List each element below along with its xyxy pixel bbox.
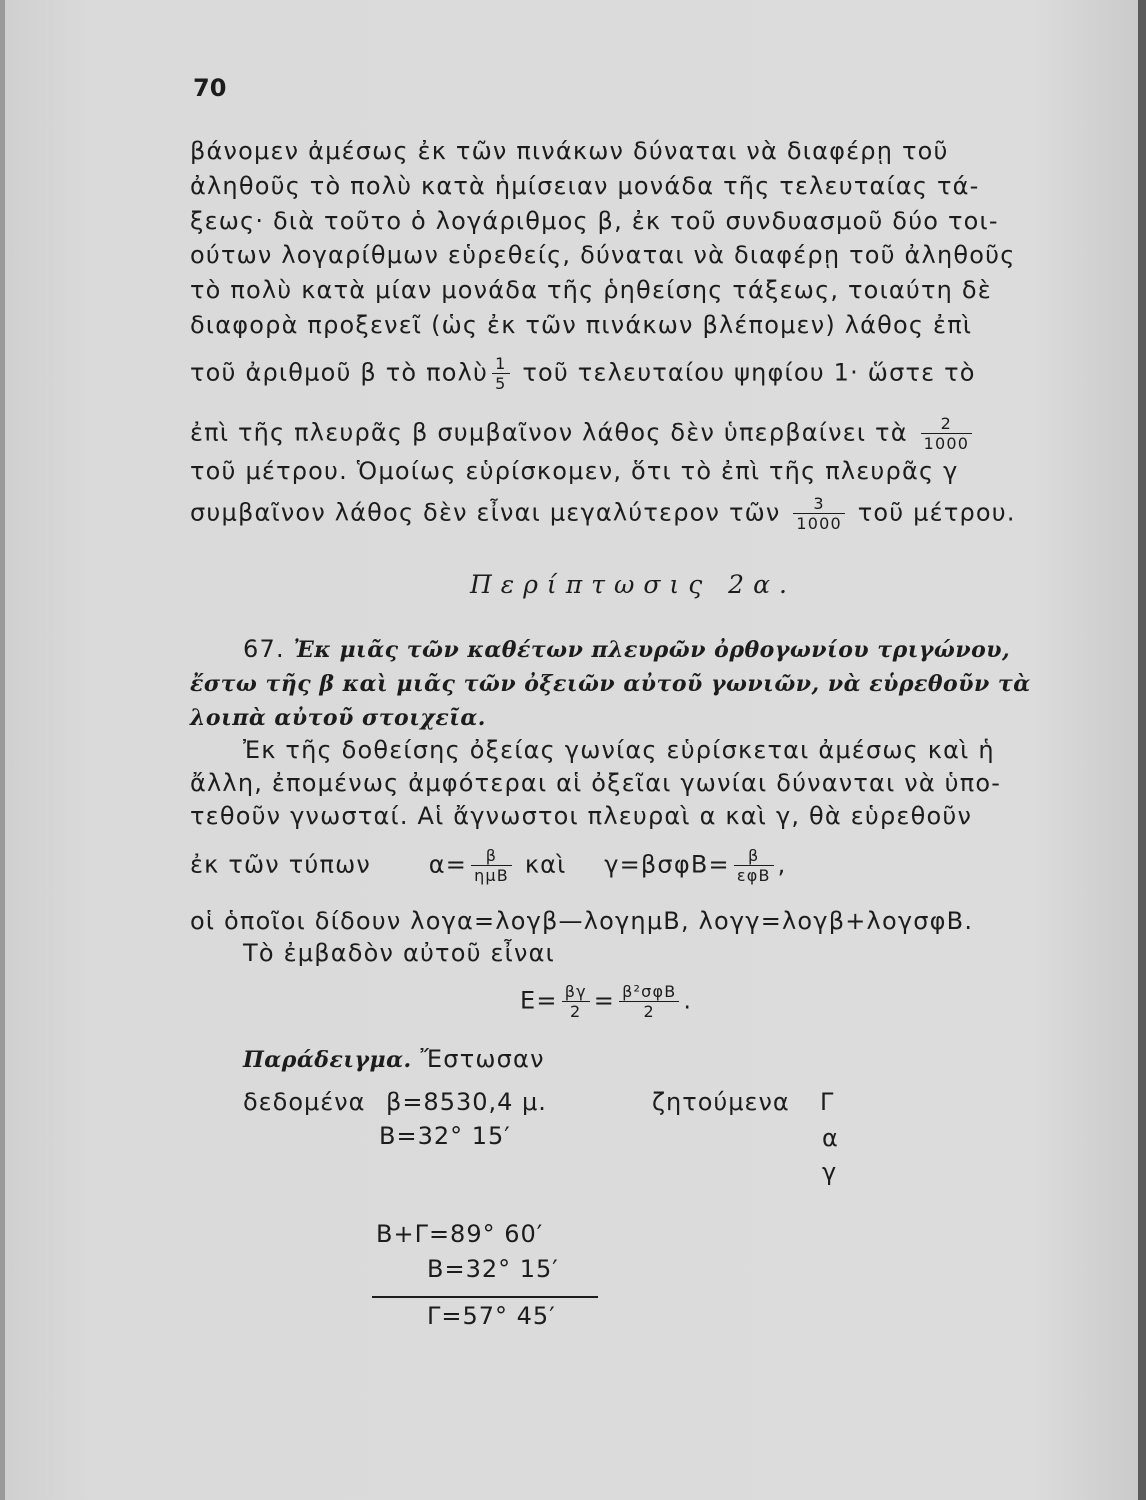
fraction [921, 414, 973, 453]
problem-statement-line [243, 634, 1010, 665]
formula-line [190, 846, 786, 885]
text-line-with-fraction [190, 414, 976, 453]
text-line: Τὸ ἐμβαδὸν αὐτοῦ εἶναι [243, 939, 555, 967]
formula-lhs: Ε= [520, 986, 558, 1015]
calc-result: Γ=57° 45′ [427, 1302, 556, 1330]
page-binding-shadow [0, 0, 5, 1500]
given-value-b: β=8530,4 μ. [386, 1088, 547, 1116]
text-line: Ἐκ τῆς δοθείσης ὀξείας γωνίας εὑρίσκεται ἀμέσως καὶ ἡ [243, 736, 995, 764]
fraction-denominator: 5 [492, 373, 509, 393]
example-intro: Ἔστωσαν [420, 1045, 545, 1073]
text-line: βάνομεν ἀμέσως ἐκ τῶν πινάκων δύναται νὰ διαφέρῃ τοῦ [190, 137, 949, 165]
fraction-numerator: 3 [813, 494, 825, 513]
fraction-numerator: β²σφΒ [622, 982, 677, 1001]
sought-item: γ [822, 1158, 838, 1186]
fraction [619, 982, 679, 1021]
text-segment: τοῦ ἀριθμοῦ β τὸ πολὺ [190, 358, 489, 387]
sum-rule-line [372, 1296, 598, 1298]
fraction-denominator: 2 [619, 1001, 679, 1021]
sought-item: Γ [820, 1088, 835, 1116]
example-label: Παράδειγμα. [243, 1047, 412, 1073]
fraction-numerator: βγ [564, 982, 587, 1001]
fraction-denominator: 1000 [793, 513, 845, 533]
formula-lhs: α= [428, 850, 468, 879]
problem-number: 67. [243, 635, 285, 663]
fraction-denominator: 1000 [921, 433, 973, 453]
fraction [734, 846, 774, 885]
text-line: ἀληθοῦς τὸ πολὺ κατὰ ἡμίσειαν μονάδα τῆς τελευταίας τά- [190, 172, 980, 200]
text-line: τεθοῦν γνωσταί. Αἱ ἄγνωστοι πλευραὶ α καὶ γ, θὰ εὑρεθοῦν [190, 802, 973, 830]
fraction-numerator: 1 [495, 354, 507, 373]
fraction [793, 494, 845, 533]
fraction-numerator: β [485, 846, 498, 865]
fraction-numerator: β [748, 846, 760, 865]
text-segment: τοῦ μέτρου. [857, 498, 1016, 527]
sought-item: α [822, 1124, 839, 1152]
given-label: δεδομένα [243, 1088, 366, 1116]
text-line: τὸ πολὺ κατὰ μίαν μονάδα τῆς ῥηθείσης τάξεως, τοιαύτη δὲ [190, 276, 992, 304]
example-heading-line [243, 1044, 545, 1075]
punctuation: . [683, 986, 693, 1015]
text-segment: ἐκ τῶν τύπων [190, 850, 372, 879]
section-heading: Περίπτωσις 2α. [470, 570, 796, 599]
sought-label: ζητούμενα [652, 1088, 790, 1116]
page-edge-shadow [1138, 0, 1146, 1500]
fraction [562, 982, 590, 1021]
fraction-numerator: 2 [940, 414, 953, 433]
given-value-B: Β=32° 15′ [379, 1122, 511, 1150]
fraction-denominator: εφΒ [734, 865, 774, 885]
text-line: ἄλλη, ἐπομένως ἀμφότεραι αἱ ὀξεῖαι γωνίαι δύνανται νὰ ὑπο- [190, 769, 1002, 797]
text-segment: τοῦ τελευταίου ψηφίου 1· ὥστε τὸ [522, 358, 976, 387]
text-line: ούτων λογαρίθμων εὑρεθείς, δύναται νὰ διαφέρῃ τοῦ ἀληθοῦς [190, 241, 1016, 269]
calc-line: Β=32° 15′ [427, 1255, 559, 1283]
problem-statement-line: λοιπὰ αὐτοῦ στοιχεῖα. [190, 705, 486, 731]
fraction-denominator: ημΒ [471, 865, 512, 885]
page-number: 70 [193, 74, 227, 102]
problem-text: Ἐκ μιᾶς τῶν καθέτων πλευρῶν ὀρθογωνίου τριγώνου, [293, 637, 1011, 663]
text-line-with-fraction [190, 354, 976, 393]
text-line: τοῦ μέτρου. Ὁμοίως εὑρίσκομεν, ὅτι τὸ ἐπὶ τῆς πλευρᾶς γ [190, 457, 959, 485]
fraction-denominator: 2 [562, 1001, 590, 1021]
text-line: ξεως· διὰ τοῦτο ὁ λογάριθμος β, ἐκ τοῦ συνδυασμοῦ δύο τοι- [190, 207, 999, 235]
text-segment: ἐπὶ τῆς πλευρᾶς β συμβαῖνον λάθος δὲν ὑπερβαίνει τὰ [190, 418, 908, 447]
problem-statement-line: ἔστω τῆς β καὶ μιᾶς τῶν ὀξειῶν αὐτοῦ γωνιῶν, νὰ εὑρεθοῦν τὰ [190, 671, 1031, 697]
area-formula [520, 982, 692, 1021]
text-line: οἱ ὁποῖοι δίδουν λογα=λογβ—λογημΒ, λογγ=λογβ+λογσφΒ. [190, 907, 974, 935]
punctuation: , [777, 850, 787, 879]
text-segment: συμβαῖνον λάθος δὲν εἶναι μεγαλύτερον τῶν [190, 498, 781, 527]
text-line: διαφορὰ προξενεῖ (ὡς ἐκ τῶν πινάκων βλέπομεν) λάθος ἐπὶ [190, 311, 973, 339]
text-line-with-fraction [190, 494, 1016, 533]
calc-line: Β+Γ=89° 60′ [376, 1220, 544, 1248]
equals-sign: = [593, 986, 616, 1015]
conjunction: καὶ [524, 850, 567, 879]
fraction [492, 354, 509, 393]
fraction [471, 846, 512, 885]
formula-lhs: γ=βσφΒ= [604, 850, 730, 879]
